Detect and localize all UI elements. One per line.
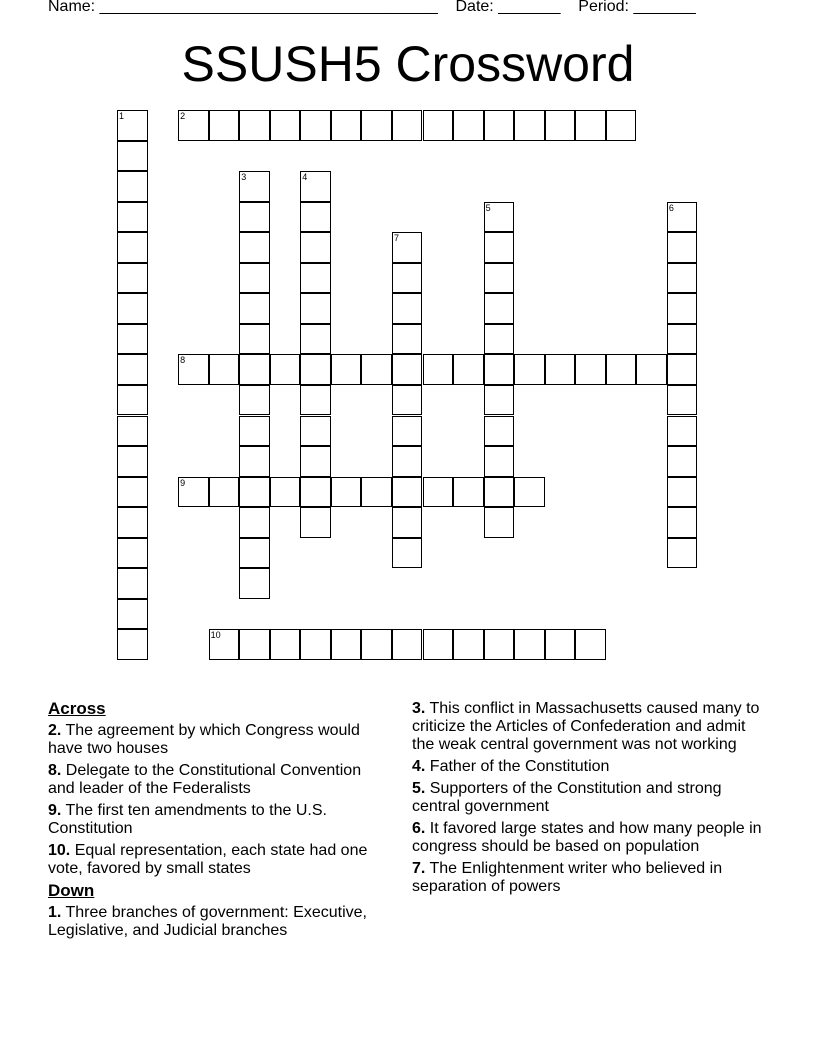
crossword-cell[interactable] xyxy=(239,568,270,599)
crossword-cell[interactable] xyxy=(514,477,545,508)
crossword-cell[interactable] xyxy=(270,354,301,385)
crossword-cell[interactable] xyxy=(331,354,362,385)
clue-number: 5. xyxy=(412,780,426,797)
clue-down-1 xyxy=(48,904,388,940)
crossword-cell[interactable] xyxy=(117,110,148,141)
crossword-cell[interactable] xyxy=(667,446,698,477)
crossword-cell[interactable] xyxy=(300,385,331,416)
crossword-cell[interactable] xyxy=(239,324,270,355)
crossword-cell[interactable] xyxy=(514,110,545,141)
crossword-cell[interactable] xyxy=(178,110,209,141)
crossword-cell[interactable] xyxy=(300,202,331,233)
crossword-cell[interactable] xyxy=(667,538,698,569)
crossword-cell[interactable] xyxy=(239,202,270,233)
crossword-cell[interactable] xyxy=(117,599,148,630)
crossword-cell[interactable] xyxy=(117,202,148,233)
crossword-cell[interactable] xyxy=(575,354,606,385)
across-heading: Across xyxy=(48,699,106,718)
clue-down-6 xyxy=(412,820,762,856)
clues-left-column xyxy=(48,700,388,944)
crossword-cell[interactable] xyxy=(484,477,515,508)
crossword-cell[interactable] xyxy=(514,354,545,385)
crossword-cell[interactable] xyxy=(484,629,515,660)
crossword-cell[interactable] xyxy=(361,477,392,508)
crossword-cell[interactable] xyxy=(484,202,515,233)
clue-number: 8. xyxy=(48,762,62,779)
crossword-cell[interactable] xyxy=(575,629,606,660)
crossword-cell[interactable] xyxy=(239,171,270,202)
crossword-cell[interactable] xyxy=(484,232,515,263)
clue-text: The agreement by which Congress would have two houses xyxy=(48,722,360,757)
crossword-cell[interactable] xyxy=(178,354,209,385)
down-heading: Down xyxy=(48,881,95,900)
crossword-cell[interactable] xyxy=(514,629,545,660)
crossword-cell[interactable] xyxy=(300,507,331,538)
crossword-cell[interactable] xyxy=(667,477,698,508)
crossword-cell[interactable] xyxy=(239,416,270,447)
clue-number: 6. xyxy=(412,820,426,837)
crossword-cell[interactable] xyxy=(361,110,392,141)
clue-text: Father of the Constitution xyxy=(429,758,610,775)
crossword-cell[interactable] xyxy=(667,324,698,355)
crossword-cell[interactable] xyxy=(117,263,148,294)
crossword-cell[interactable] xyxy=(575,110,606,141)
crossword-cell[interactable] xyxy=(484,293,515,324)
clue-text: The Enlightenment writer who believed in separation of powers xyxy=(412,860,723,895)
crossword-cell[interactable] xyxy=(117,416,148,447)
period-label: Period: xyxy=(578,0,629,15)
cell-number: 1 xyxy=(119,111,125,121)
crossword-cell[interactable] xyxy=(209,110,240,141)
crossword-cell[interactable] xyxy=(392,324,423,355)
crossword-cell[interactable] xyxy=(117,538,148,569)
crossword-cell[interactable] xyxy=(331,477,362,508)
clue-number: 10. xyxy=(48,842,71,859)
cell-number: 3 xyxy=(241,172,247,183)
crossword-cell[interactable] xyxy=(667,507,698,538)
cell-number: 6 xyxy=(668,202,674,213)
crossword-cell[interactable] xyxy=(300,324,331,355)
crossword-cell[interactable] xyxy=(392,416,423,447)
crossword-cell[interactable] xyxy=(392,110,423,141)
crossword-cell[interactable] xyxy=(209,354,240,385)
crossword-cell[interactable] xyxy=(606,110,637,141)
crossword-cell[interactable] xyxy=(484,416,515,447)
crossword-cell[interactable] xyxy=(239,354,270,385)
clue-number: 2. xyxy=(48,722,62,739)
cell-number: 4 xyxy=(302,172,308,183)
crossword-cell[interactable] xyxy=(239,477,270,508)
crossword-cell[interactable] xyxy=(239,110,270,141)
crossword-cell[interactable] xyxy=(117,477,148,508)
crossword-cell[interactable] xyxy=(270,477,301,508)
crossword-cell[interactable] xyxy=(270,110,301,141)
cell-number: 9 xyxy=(180,477,186,488)
crossword-cell[interactable] xyxy=(636,354,667,385)
crossword-cell[interactable] xyxy=(239,293,270,324)
crossword-cell[interactable] xyxy=(300,232,331,263)
crossword-cell[interactable] xyxy=(453,477,484,508)
clue-number: 7. xyxy=(412,860,426,877)
clue-down-5 xyxy=(412,780,762,816)
cell-number: 8 xyxy=(180,355,186,366)
crossword-cell[interactable] xyxy=(300,171,331,202)
crossword-cell[interactable] xyxy=(423,477,454,508)
clue-number: 3. xyxy=(412,700,426,717)
clue-number: 1. xyxy=(48,904,62,921)
crossword-cell[interactable] xyxy=(117,354,148,385)
crossword-cell[interactable] xyxy=(545,354,576,385)
crossword-cell[interactable] xyxy=(453,110,484,141)
crossword-cell[interactable] xyxy=(300,416,331,447)
cell-number: 7 xyxy=(393,233,399,244)
crossword-cell[interactable] xyxy=(178,477,209,508)
crossword-cell[interactable] xyxy=(239,446,270,477)
page-title: SSUSH5 Crossword xyxy=(181,36,635,92)
date-label: Date: xyxy=(455,0,494,15)
crossword-cell[interactable] xyxy=(484,507,515,538)
crossword-cell[interactable] xyxy=(423,629,454,660)
crossword-cell[interactable] xyxy=(239,507,270,538)
crossword-cell[interactable] xyxy=(117,446,148,477)
crossword-cell[interactable] xyxy=(606,354,637,385)
crossword-cell[interactable] xyxy=(209,477,240,508)
crossword-cell[interactable] xyxy=(392,538,423,569)
crossword-cell[interactable] xyxy=(117,293,148,324)
period-blank[interactable]: _______ xyxy=(633,0,696,15)
crossword-cell[interactable] xyxy=(209,629,240,660)
crossword-cell[interactable] xyxy=(392,385,423,416)
crossword-cell[interactable] xyxy=(117,324,148,355)
crossword-cell[interactable] xyxy=(300,354,331,385)
clues-right-column xyxy=(412,700,762,900)
crossword-cell[interactable] xyxy=(300,629,331,660)
crossword-cell[interactable] xyxy=(392,263,423,294)
crossword-cell[interactable] xyxy=(361,629,392,660)
crossword-cell[interactable] xyxy=(361,354,392,385)
clue-down-3 xyxy=(412,700,762,754)
clue-text: Three branches of government: Executive, Legislative, and Judicial branches xyxy=(48,904,367,939)
crossword-cell[interactable] xyxy=(545,110,576,141)
crossword-cell[interactable] xyxy=(667,232,698,263)
name-label: Name: xyxy=(48,0,96,15)
crossword-cell[interactable] xyxy=(392,354,423,385)
crossword-cell[interactable] xyxy=(239,538,270,569)
clue-text: The first ten amendments to the U.S. Constitution xyxy=(48,802,327,837)
crossword-cell[interactable] xyxy=(239,629,270,660)
crossword-cell[interactable] xyxy=(392,293,423,324)
crossword-cell[interactable] xyxy=(667,263,698,294)
clue-number: 9. xyxy=(48,802,62,819)
crossword-cell[interactable] xyxy=(453,354,484,385)
clue-text: Equal representation, each state had one vote, favored by small states xyxy=(48,842,368,877)
clue-down-4 xyxy=(412,758,762,776)
crossword-cell[interactable] xyxy=(667,416,698,447)
crossword-cell[interactable] xyxy=(117,507,148,538)
crossword-cell[interactable] xyxy=(484,385,515,416)
crossword-cell[interactable] xyxy=(392,232,423,263)
crossword-cell[interactable] xyxy=(484,354,515,385)
date-blank[interactable]: _______ xyxy=(498,0,561,15)
crossword-cell[interactable] xyxy=(117,141,148,172)
crossword-cell[interactable] xyxy=(667,202,698,233)
crossword-cell[interactable] xyxy=(484,263,515,294)
crossword-cell[interactable] xyxy=(117,171,148,202)
crossword-cell[interactable] xyxy=(423,354,454,385)
crossword-cell[interactable] xyxy=(117,232,148,263)
clue-across-9 xyxy=(48,802,388,838)
crossword-cell[interactable] xyxy=(667,354,698,385)
crossword-cell[interactable] xyxy=(331,110,362,141)
cell-number: 10 xyxy=(210,630,221,641)
clue-down-7 xyxy=(412,860,762,896)
crossword-cell[interactable] xyxy=(392,446,423,477)
clue-text: It favored large states and how many people in congress should be based on population xyxy=(412,820,762,855)
crossword-cell[interactable] xyxy=(300,293,331,324)
crossword-cell[interactable] xyxy=(117,568,148,599)
crossword-cell[interactable] xyxy=(239,232,270,263)
cell-number: 2 xyxy=(180,111,186,121)
crossword-cell[interactable] xyxy=(331,629,362,660)
clue-text: This conflict in Massachusetts caused many to criticize the Articles of Confederation and admit the weak central government was not working xyxy=(412,700,760,753)
crossword-cell[interactable] xyxy=(239,263,270,294)
clue-across-2 xyxy=(48,722,388,758)
crossword-cell[interactable] xyxy=(667,385,698,416)
crossword-cell[interactable] xyxy=(300,446,331,477)
crossword-cell[interactable] xyxy=(239,385,270,416)
cell-number: 5 xyxy=(485,202,491,213)
name-blank[interactable]: ______________________________________ xyxy=(99,0,438,15)
clue-number: 4. xyxy=(412,758,426,775)
crossword-cell[interactable] xyxy=(484,110,515,141)
crossword-cell[interactable] xyxy=(545,629,576,660)
crossword-cell[interactable] xyxy=(423,110,454,141)
crossword-cell[interactable] xyxy=(392,477,423,508)
crossword-cell[interactable] xyxy=(484,324,515,355)
crossword-cell[interactable] xyxy=(392,507,423,538)
crossword-cell[interactable] xyxy=(667,293,698,324)
clue-text: Supporters of the Constitution and strong central government xyxy=(412,780,722,815)
crossword-cell[interactable] xyxy=(300,110,331,141)
clue-across-10 xyxy=(48,842,388,878)
crossword-cell[interactable] xyxy=(300,263,331,294)
crossword-cell[interactable] xyxy=(117,629,148,660)
crossword-cell[interactable] xyxy=(484,446,515,477)
crossword-cell[interactable] xyxy=(453,629,484,660)
clue-across-8 xyxy=(48,762,388,798)
clue-text: Delegate to the Constitutional Convention and leader of the Federalists xyxy=(48,762,362,797)
crossword-cell[interactable] xyxy=(117,385,148,416)
crossword-cell[interactable] xyxy=(392,629,423,660)
crossword-cell[interactable] xyxy=(270,629,301,660)
crossword-cell[interactable] xyxy=(300,477,331,508)
